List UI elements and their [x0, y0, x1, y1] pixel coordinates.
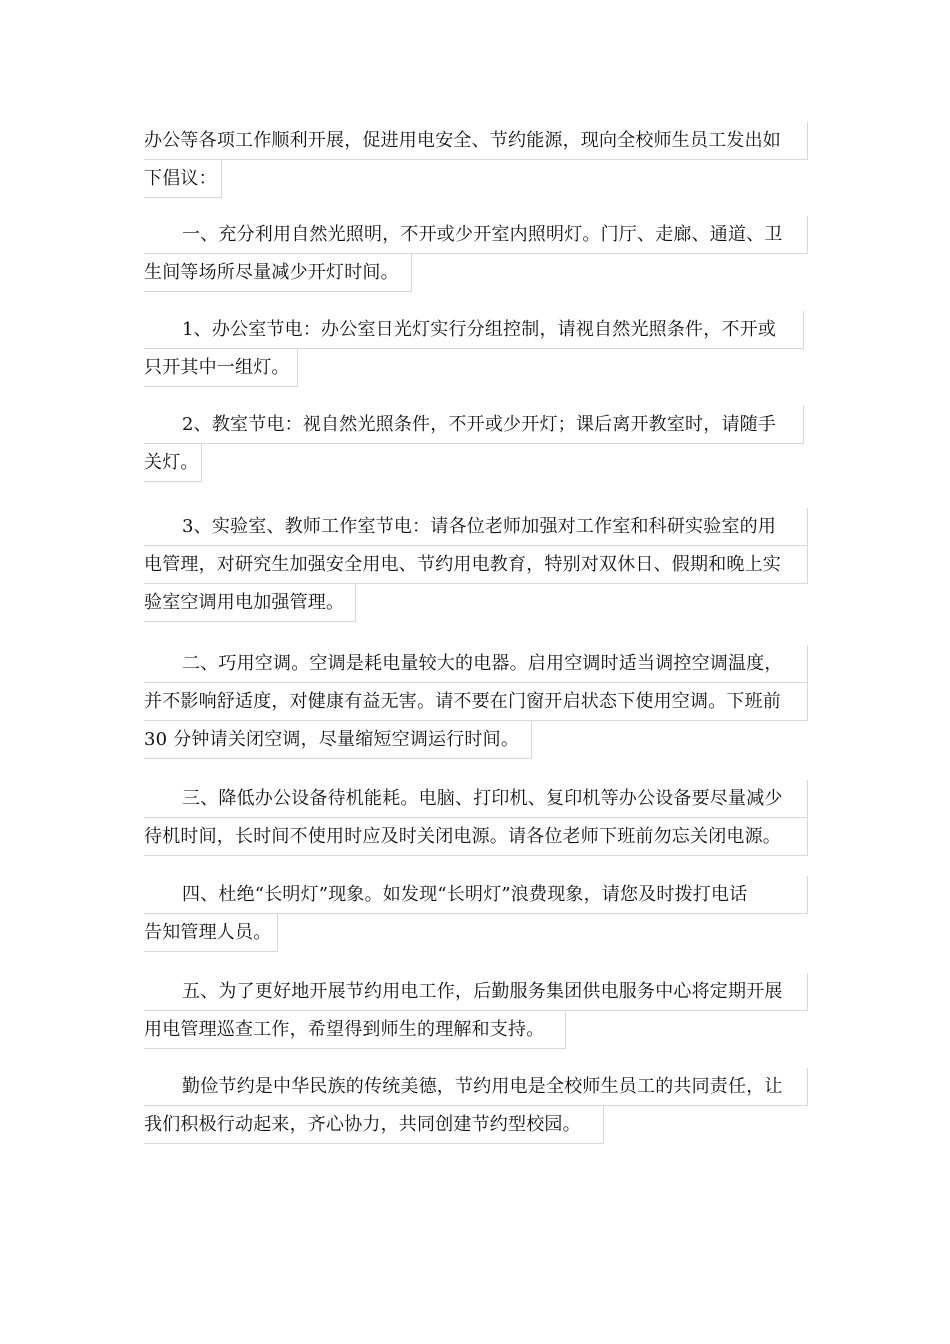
paragraph-item-3	[144, 780, 808, 856]
text-line: 告知管理人员。	[144, 914, 278, 952]
text-line: 3、实验室、教师工作室节电：请各位老师加强对工作室和科研实验室的用	[144, 508, 808, 546]
text-line: 一、充分利用自然光照明，不开或少开室内照明灯。门厅、走廊、通道、卫	[144, 216, 808, 254]
text-line: 生间等场所尽量减少开灯时间。	[144, 254, 412, 292]
text-line: 30 分钟请关闭空调，尽量缩短空调运行时间。	[144, 721, 532, 759]
paragraph-closing	[144, 1068, 808, 1144]
paragraph-item-5	[144, 973, 808, 1049]
text-line: 待机时间，长时间不使用时应及时关闭电源。请各位老师下班前勿忘关闭电源。	[144, 818, 808, 856]
text-line: 用电管理巡查工作，希望得到师生的理解和支持。	[144, 1011, 566, 1049]
text-line: 勤俭节约是中华民族的传统美德，节约用电是全校师生员工的共同责任，让	[144, 1068, 808, 1106]
text-line: 2、教室节电：视自然光照条件，不开或少开灯；课后离开教室时，请随手	[144, 406, 804, 444]
paragraph-item-4	[144, 876, 808, 952]
paragraph-item-1-2	[144, 406, 808, 482]
paragraph-intro	[144, 122, 808, 198]
text-line: 关灯。	[144, 444, 202, 482]
paragraph-item-1-1	[144, 311, 808, 387]
text-line: 五、为了更好地开展节约用电工作，后勤服务集团供电服务中心将定期开展	[144, 973, 808, 1011]
text-line: 我们积极行动起来，齐心协力，共同创建节约型校园。	[144, 1106, 604, 1144]
paragraph-item-1	[144, 216, 808, 292]
text-line: 二、巧用空调。空调是耗电量较大的电器。启用空调时适当调控空调温度，	[144, 645, 808, 683]
text-line: 下倡议：	[144, 160, 222, 198]
text-line: 四、杜绝“长明灯”现象。如发现“长明灯”浪费现象，请您及时拨打电话	[144, 876, 808, 914]
text-line: 只开其中一组灯。	[144, 349, 298, 387]
text-line: 电管理，对研究生加强安全用电、节约用电教育，特别对双休日、假期和晚上实	[144, 546, 808, 584]
text-line: 验室空调用电加强管理。	[144, 584, 356, 622]
text-line: 三、降低办公设备待机能耗。电脑、打印机、复印机等办公设备要尽量减少	[144, 780, 808, 818]
text-line: 1、办公室节电：办公室日光灯实行分组控制，请视自然光照条件，不开或	[144, 311, 804, 349]
text-line: 并不影响舒适度，对健康有益无害。请不要在门窗开启状态下使用空调。下班前	[144, 683, 808, 721]
paragraph-item-2	[144, 645, 808, 759]
paragraph-item-1-3	[144, 508, 808, 622]
text-line: 办公等各项工作顺利开展，促进用电安全、节约能源，现向全校师生员工发出如	[144, 122, 808, 160]
